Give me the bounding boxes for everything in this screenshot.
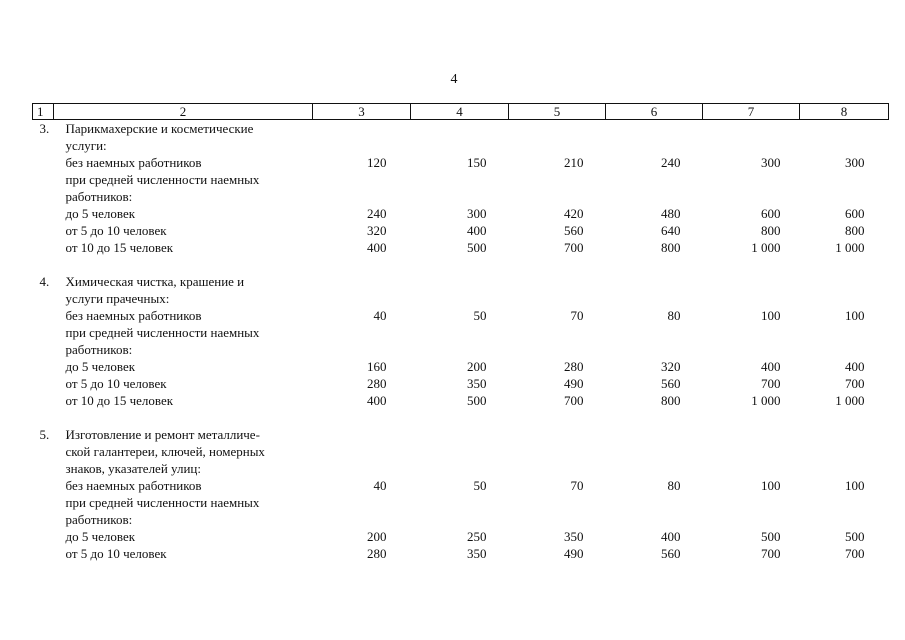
item-label: до 5 человек bbox=[65, 359, 136, 374]
item-number bbox=[33, 545, 54, 562]
value-col-7: 100 bbox=[761, 308, 781, 323]
value-col-8: 400 bbox=[845, 359, 865, 374]
header-col-3: 3 bbox=[313, 104, 411, 120]
value-col-3 bbox=[313, 341, 411, 358]
value-col-5 bbox=[509, 290, 606, 307]
item-number: 4. bbox=[39, 274, 50, 289]
value-col-6: 80 bbox=[667, 478, 681, 493]
value-col-6: 560 bbox=[661, 546, 681, 561]
table-row bbox=[33, 528, 889, 545]
value-col-7: 700 bbox=[761, 546, 781, 561]
item-label: без наемных работников bbox=[65, 155, 202, 170]
value-col-8: 500 bbox=[845, 529, 865, 544]
value-col-7 bbox=[703, 273, 800, 290]
value-col-4: 50 bbox=[473, 308, 487, 323]
item-number bbox=[33, 528, 54, 545]
value-col-8 bbox=[800, 188, 889, 205]
item-label: до 5 человек bbox=[65, 206, 136, 221]
item-number bbox=[33, 171, 54, 188]
value-col-6 bbox=[606, 341, 703, 358]
item-label: от 10 до 15 человек bbox=[65, 240, 174, 255]
value-col-4 bbox=[411, 120, 509, 138]
value-col-7 bbox=[703, 290, 800, 307]
value-col-4: 300 bbox=[467, 206, 487, 221]
value-col-6: 640 bbox=[661, 223, 681, 238]
header-col-1: 1 bbox=[33, 104, 54, 120]
value-col-3 bbox=[313, 324, 411, 341]
value-col-3 bbox=[313, 120, 411, 138]
value-col-3: 160 bbox=[367, 359, 387, 374]
value-col-3: 40 bbox=[373, 478, 387, 493]
section-spacer bbox=[33, 409, 889, 426]
page-number: 4 bbox=[450, 72, 458, 87]
value-col-6 bbox=[606, 273, 703, 290]
value-col-4 bbox=[411, 324, 509, 341]
value-col-3 bbox=[313, 137, 411, 154]
spacer-cell bbox=[33, 409, 889, 426]
item-label: при средней численности наемных bbox=[65, 172, 260, 187]
value-col-3 bbox=[313, 494, 411, 511]
section-spacer bbox=[33, 256, 889, 273]
item-number bbox=[33, 324, 54, 341]
table-row bbox=[33, 222, 889, 239]
value-col-5 bbox=[509, 494, 606, 511]
item-number bbox=[33, 239, 54, 256]
value-col-3 bbox=[313, 273, 411, 290]
value-col-6: 320 bbox=[661, 359, 681, 374]
table-row bbox=[33, 443, 889, 460]
value-col-7: 100 bbox=[761, 478, 781, 493]
value-col-5: 420 bbox=[564, 206, 584, 221]
value-col-6: 240 bbox=[661, 155, 681, 170]
item-label: от 10 до 15 человек bbox=[65, 393, 174, 408]
value-col-3: 120 bbox=[367, 155, 387, 170]
value-col-5: 210 bbox=[564, 155, 584, 170]
value-col-6: 800 bbox=[661, 240, 681, 255]
value-col-4: 400 bbox=[467, 223, 487, 238]
value-col-5 bbox=[509, 511, 606, 528]
value-col-8: 700 bbox=[845, 546, 865, 561]
table-header bbox=[33, 104, 889, 120]
value-col-8: 600 bbox=[845, 206, 865, 221]
value-col-3 bbox=[313, 511, 411, 528]
value-col-3: 240 bbox=[367, 206, 387, 221]
value-col-6: 560 bbox=[661, 376, 681, 391]
value-col-3 bbox=[313, 426, 411, 443]
table-row bbox=[33, 426, 889, 443]
value-col-7 bbox=[703, 426, 800, 443]
value-col-7: 400 bbox=[761, 359, 781, 374]
value-col-4: 50 bbox=[473, 478, 487, 493]
value-col-5 bbox=[509, 426, 606, 443]
header-col-7: 7 bbox=[703, 104, 800, 120]
item-number bbox=[33, 307, 54, 324]
value-col-8 bbox=[800, 341, 889, 358]
value-col-5: 70 bbox=[570, 478, 584, 493]
table-row bbox=[33, 392, 889, 409]
value-col-4 bbox=[411, 511, 509, 528]
value-col-6 bbox=[606, 511, 703, 528]
value-col-4 bbox=[411, 443, 509, 460]
value-col-8 bbox=[800, 171, 889, 188]
item-number bbox=[33, 290, 54, 307]
item-label: Химическая чистка, крашение и bbox=[65, 274, 245, 289]
table-row bbox=[33, 375, 889, 392]
item-label: без наемных работников bbox=[65, 308, 202, 323]
spacer-cell bbox=[33, 256, 889, 273]
value-col-8 bbox=[800, 460, 889, 477]
value-col-7 bbox=[703, 137, 800, 154]
item-number bbox=[33, 137, 54, 154]
value-col-4 bbox=[411, 188, 509, 205]
value-col-8 bbox=[800, 137, 889, 154]
value-col-6: 400 bbox=[661, 529, 681, 544]
value-col-3 bbox=[313, 188, 411, 205]
value-col-5 bbox=[509, 324, 606, 341]
value-col-4 bbox=[411, 273, 509, 290]
header-col-2: 2 bbox=[54, 104, 313, 120]
value-col-8: 700 bbox=[845, 376, 865, 391]
value-col-7 bbox=[703, 171, 800, 188]
value-col-3: 400 bbox=[367, 240, 387, 255]
value-col-5: 280 bbox=[564, 359, 584, 374]
value-col-6 bbox=[606, 290, 703, 307]
value-col-7: 1 000 bbox=[751, 240, 781, 255]
value-col-8: 100 bbox=[845, 308, 865, 323]
value-col-8 bbox=[800, 273, 889, 290]
header-row bbox=[33, 104, 889, 120]
value-col-3 bbox=[313, 443, 411, 460]
table-body bbox=[33, 120, 889, 563]
header-col-5: 5 bbox=[509, 104, 606, 120]
value-col-5 bbox=[509, 171, 606, 188]
value-col-3: 280 bbox=[367, 546, 387, 561]
value-col-8: 1 000 bbox=[835, 393, 865, 408]
value-col-5 bbox=[509, 137, 606, 154]
value-col-4 bbox=[411, 426, 509, 443]
value-col-4 bbox=[411, 290, 509, 307]
value-col-5: 70 bbox=[570, 308, 584, 323]
value-col-5: 490 bbox=[564, 546, 584, 561]
value-col-5: 350 bbox=[564, 529, 584, 544]
value-col-4: 500 bbox=[467, 240, 487, 255]
value-col-6 bbox=[606, 137, 703, 154]
value-col-3: 280 bbox=[367, 376, 387, 391]
value-col-7 bbox=[703, 460, 800, 477]
value-col-7 bbox=[703, 494, 800, 511]
item-number bbox=[33, 511, 54, 528]
item-number: 3. bbox=[39, 121, 50, 136]
value-col-7 bbox=[703, 324, 800, 341]
value-col-6: 480 bbox=[661, 206, 681, 221]
value-col-3: 400 bbox=[367, 393, 387, 408]
table-row bbox=[33, 171, 889, 188]
value-col-3 bbox=[313, 460, 411, 477]
value-col-4 bbox=[411, 341, 509, 358]
value-col-5 bbox=[509, 341, 606, 358]
value-col-8: 1 000 bbox=[835, 240, 865, 255]
table-row bbox=[33, 205, 889, 222]
value-col-7 bbox=[703, 443, 800, 460]
value-col-6 bbox=[606, 324, 703, 341]
value-col-4: 150 bbox=[467, 155, 487, 170]
value-col-6 bbox=[606, 443, 703, 460]
table-row bbox=[33, 239, 889, 256]
value-col-7: 500 bbox=[761, 529, 781, 544]
value-col-3: 320 bbox=[367, 223, 387, 238]
item-number bbox=[33, 205, 54, 222]
value-col-6 bbox=[606, 494, 703, 511]
table-row bbox=[33, 358, 889, 375]
item-number bbox=[33, 358, 54, 375]
value-col-8 bbox=[800, 494, 889, 511]
item-number bbox=[33, 392, 54, 409]
header-col-4: 4 bbox=[411, 104, 509, 120]
value-col-7: 700 bbox=[761, 376, 781, 391]
value-col-5: 560 bbox=[564, 223, 584, 238]
item-label: услуги: bbox=[65, 138, 107, 153]
value-col-5: 490 bbox=[564, 376, 584, 391]
table-row bbox=[33, 120, 889, 138]
table-row bbox=[33, 460, 889, 477]
value-col-7: 600 bbox=[761, 206, 781, 221]
table-row bbox=[33, 154, 889, 171]
value-col-5: 700 bbox=[564, 240, 584, 255]
item-label: Изготовление и ремонт металличе- bbox=[65, 427, 260, 442]
item-number bbox=[33, 222, 54, 239]
item-label: от 5 до 10 человек bbox=[65, 223, 167, 238]
value-col-6: 800 bbox=[661, 393, 681, 408]
value-col-5: 700 bbox=[564, 393, 584, 408]
value-col-5 bbox=[509, 188, 606, 205]
value-col-7 bbox=[703, 511, 800, 528]
value-col-8: 800 bbox=[845, 223, 865, 238]
item-label: работников: bbox=[65, 189, 133, 204]
item-label: Парикмахерские и косметические bbox=[65, 121, 254, 136]
value-col-5 bbox=[509, 460, 606, 477]
value-col-7: 800 bbox=[761, 223, 781, 238]
value-col-4: 350 bbox=[467, 546, 487, 561]
item-number bbox=[33, 154, 54, 171]
table-row bbox=[33, 137, 889, 154]
table-row bbox=[33, 341, 889, 358]
value-col-4 bbox=[411, 494, 509, 511]
value-col-8 bbox=[800, 290, 889, 307]
table-row bbox=[33, 511, 889, 528]
value-col-3 bbox=[313, 171, 411, 188]
value-col-8 bbox=[800, 426, 889, 443]
table-row bbox=[33, 290, 889, 307]
value-col-6 bbox=[606, 188, 703, 205]
item-label: при средней численности наемных bbox=[65, 495, 260, 510]
item-label: работников: bbox=[65, 512, 133, 527]
value-col-6: 80 bbox=[667, 308, 681, 323]
value-col-7 bbox=[703, 188, 800, 205]
value-col-6 bbox=[606, 171, 703, 188]
header-col-8: 8 bbox=[800, 104, 889, 120]
table-row bbox=[33, 477, 889, 494]
value-col-7 bbox=[703, 120, 800, 138]
value-col-4 bbox=[411, 460, 509, 477]
value-col-5 bbox=[509, 120, 606, 138]
item-label: при средней численности наемных bbox=[65, 325, 260, 340]
item-label: до 5 человек bbox=[65, 529, 136, 544]
value-col-4: 350 bbox=[467, 376, 487, 391]
value-col-8 bbox=[800, 511, 889, 528]
tariff-table bbox=[32, 103, 889, 562]
item-number: 5. bbox=[39, 427, 50, 442]
table-row bbox=[33, 545, 889, 562]
value-col-4 bbox=[411, 171, 509, 188]
header-col-6: 6 bbox=[606, 104, 703, 120]
item-number bbox=[33, 443, 54, 460]
value-col-7: 300 bbox=[761, 155, 781, 170]
item-number bbox=[33, 188, 54, 205]
value-col-7: 1 000 bbox=[751, 393, 781, 408]
value-col-8 bbox=[800, 324, 889, 341]
item-label: услуги прачечных: bbox=[65, 291, 170, 306]
value-col-3: 200 bbox=[367, 529, 387, 544]
value-col-3 bbox=[313, 290, 411, 307]
item-number bbox=[33, 341, 54, 358]
item-label: ской галантереи, ключей, номерных bbox=[65, 444, 265, 459]
value-col-7 bbox=[703, 341, 800, 358]
table-row bbox=[33, 307, 889, 324]
value-col-8: 100 bbox=[845, 478, 865, 493]
table-row bbox=[33, 273, 889, 290]
value-col-4: 500 bbox=[467, 393, 487, 408]
item-number bbox=[33, 460, 54, 477]
item-number bbox=[33, 477, 54, 494]
value-col-5 bbox=[509, 443, 606, 460]
value-col-5 bbox=[509, 273, 606, 290]
item-number bbox=[33, 494, 54, 511]
table-row bbox=[33, 188, 889, 205]
item-label: от 5 до 10 человек bbox=[65, 376, 167, 391]
item-label: от 5 до 10 человек bbox=[65, 546, 167, 561]
value-col-6 bbox=[606, 426, 703, 443]
value-col-8 bbox=[800, 443, 889, 460]
value-col-6 bbox=[606, 120, 703, 138]
value-col-8 bbox=[800, 120, 889, 138]
value-col-8: 300 bbox=[845, 155, 865, 170]
item-label: работников: bbox=[65, 342, 133, 357]
table-row bbox=[33, 324, 889, 341]
value-col-3: 40 bbox=[373, 308, 387, 323]
value-col-4: 250 bbox=[467, 529, 487, 544]
value-col-4: 200 bbox=[467, 359, 487, 374]
table-row bbox=[33, 494, 889, 511]
item-label: без наемных работников bbox=[65, 478, 202, 493]
value-col-4 bbox=[411, 137, 509, 154]
item-label: знаков, указателей улиц: bbox=[65, 461, 201, 476]
item-number bbox=[33, 375, 54, 392]
value-col-6 bbox=[606, 460, 703, 477]
